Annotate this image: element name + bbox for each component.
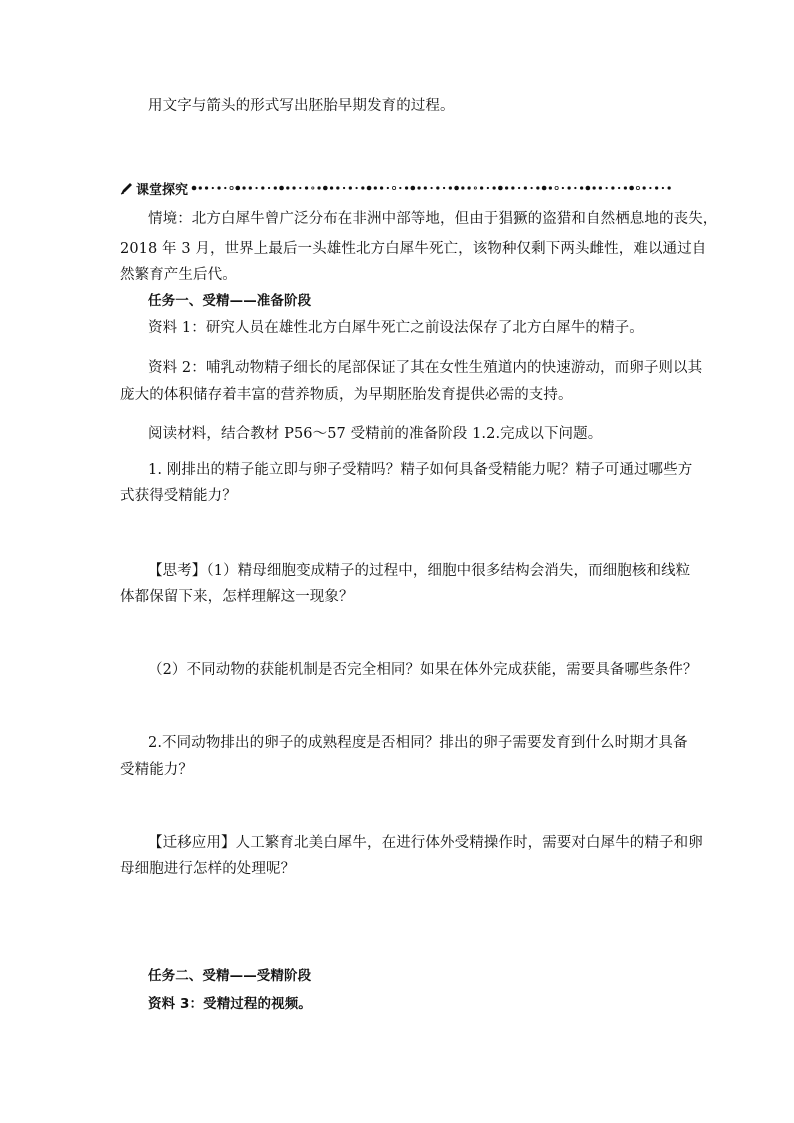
think-line-1: 【思考】（1）精母细胞变成精子的过程中，细胞中很多结构会消失，而细胞核和线粒: [148, 563, 691, 579]
apply-line-1: 【迁移应用】人工繁育北美白犀牛，在进行体外受精操作时，需要对白犀牛的精子和卵: [148, 835, 703, 851]
material2-line-1: 资料 2：哺乳动物精子细长的尾部保证了其在女性生殖道内的快速游动，而卵子则以其: [148, 360, 703, 376]
task2-title: 任务二、受精——受精阶段: [148, 968, 312, 984]
pen-icon: [120, 181, 134, 195]
question1-line-1: 1. 刚排出的精子能立即与卵子受精吗？精子如何具备受精能力呢？精子可通过哪些方: [148, 462, 693, 478]
material3: 资料 3：受精过程的视频。: [148, 996, 312, 1012]
material2-line-2: 庞大的体积储存着丰富的营养物质，为早期胚胎发育提供必需的支持。: [120, 387, 573, 403]
scenario-line-3: 然繁育产生后代。: [120, 267, 237, 283]
dotted-divider: [190, 182, 674, 194]
scenario-line-1: 情境：北方白犀牛曾广泛分布在非洲中部等地，但由于猖獗的盗猎和自然栖息地的丧失，: [148, 211, 718, 227]
apply-line-2: 母细胞进行怎样的处理呢？: [120, 861, 296, 877]
think-question-2: （2）不同动物的获能机制是否完全相同？如果在体外完成获能，需要具备哪些条件？: [148, 662, 698, 678]
scenario-line-2: 2018 年 3 月，世界上最后一头雄性北方白犀牛死亡，该物种仅剩下两头雌性，难以通过自: [120, 241, 707, 257]
question1-line-2: 式获得受精能力？: [120, 488, 237, 504]
section-header: [120, 178, 674, 198]
reading-instruction: 阅读材料，结合教材 P56～57 受精前的准备阶段 1.2.完成以下问题。: [148, 426, 603, 442]
section-title: 课堂探究: [136, 182, 189, 198]
question2-line-2: 受精能力？: [120, 762, 193, 778]
material1: 资料 1：研究人员在雄性北方白犀牛死亡之前设法保存了北方白犀牛的精子。: [148, 320, 644, 336]
question2-line-1: 2.不同动物排出的卵子的成熟程度是否相同？排出的卵子需要发育到什么时期才具备: [148, 735, 688, 751]
think-line-2: 体都保留下来，怎样理解这一现象？: [120, 589, 354, 605]
intro-instruction: 用文字与箭头的形式写出胚胎早期发育的过程。: [148, 98, 455, 114]
task1-title: 任务一、受精——准备阶段: [148, 293, 312, 309]
